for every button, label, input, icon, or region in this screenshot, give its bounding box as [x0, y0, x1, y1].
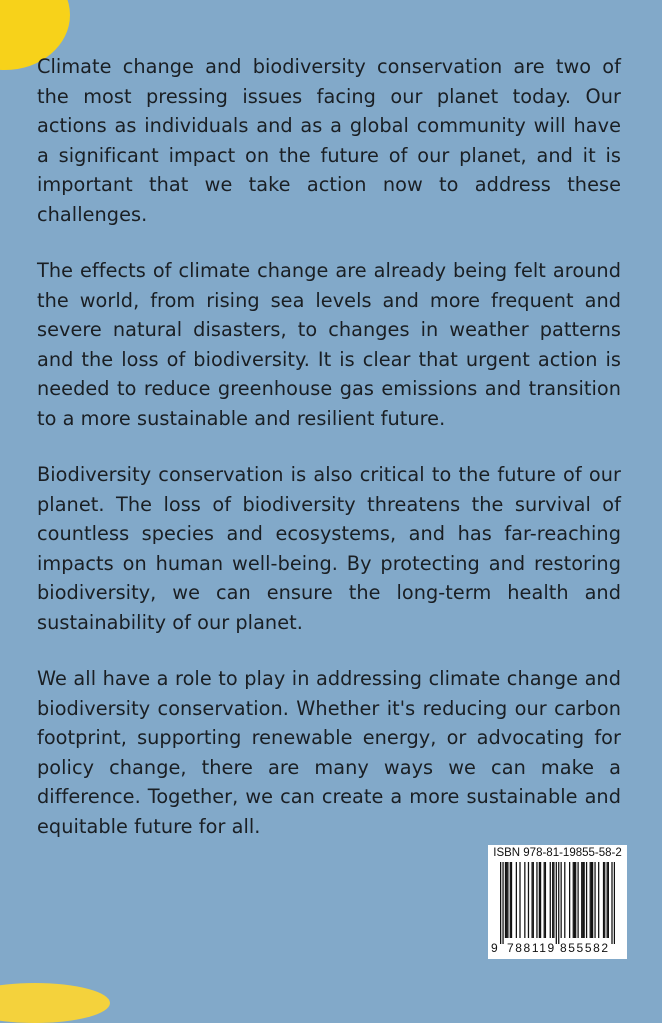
barcode-bar — [581, 862, 582, 938]
barcode-bar — [608, 862, 609, 938]
barcode-bar — [553, 862, 554, 938]
barcode-bar — [505, 862, 506, 938]
barcode-bar — [604, 862, 605, 938]
barcode-bar — [516, 862, 517, 938]
barcode-bar — [545, 862, 546, 938]
barcode-bar — [611, 862, 612, 944]
barcode-bar — [591, 862, 592, 938]
barcode-bar — [519, 862, 520, 938]
barcode-bar — [544, 862, 545, 938]
barcode-bar — [577, 862, 578, 938]
barcode-digit-first: 9 — [491, 941, 498, 955]
barcode-bar — [561, 862, 562, 938]
barcode-bar — [536, 862, 537, 938]
barcode-bar — [569, 862, 570, 938]
paragraph-1: Climate change and biodiversity conservation are two of the most pressing issues facing our planet today. Our actions as individuals and as a global community will have a significant impact on the future of our planet, and it is important that we take action now to address these challenges. — [37, 55, 621, 226]
barcode-bars — [500, 862, 615, 944]
barcode-bar — [552, 862, 553, 938]
barcode-bar — [564, 862, 565, 938]
barcode-digits-right: 855582 — [560, 941, 610, 955]
barcode-bar — [556, 862, 557, 944]
barcode-bar — [511, 862, 512, 938]
barcode-bar — [528, 862, 529, 938]
barcode-bar — [573, 862, 574, 938]
barcode-bar — [540, 862, 541, 938]
barcode-bar — [533, 862, 534, 938]
barcode-bar — [598, 862, 599, 938]
barcode-bar — [539, 862, 540, 938]
isbn-label: ISBN 978-81-19855-58-2 — [493, 847, 622, 859]
barcode-bar — [574, 862, 575, 938]
barcode-bar — [558, 862, 559, 944]
barcode-bar — [507, 862, 508, 938]
barcode-bar — [607, 862, 608, 938]
barcode-bar — [614, 862, 615, 944]
barcode-bar — [502, 862, 503, 944]
barcode-bar — [531, 862, 532, 938]
decorative-yellow-shape-bottom — [0, 983, 110, 1023]
barcode-bar — [586, 862, 587, 938]
isbn-barcode — [488, 845, 627, 959]
barcode-bar — [590, 862, 591, 938]
barcode-bar — [510, 862, 511, 938]
barcode-bar — [500, 862, 501, 944]
barcode-bar — [550, 862, 551, 938]
barcode-bar — [594, 862, 595, 938]
paragraph-3: Biodiversity conservation is also critical to the future of our planet. The loss of biodiversity threatens the survival of countless species and ecosystems, and has far-reaching impacts on human well-being. By protecting and restoring biodiversity, we can ensure the long-term health and sustainability of our planet. — [37, 463, 621, 634]
barcode-bar — [582, 862, 583, 938]
barcode-bar — [584, 862, 585, 938]
barcode-bar — [524, 862, 525, 938]
barcode-bar — [506, 862, 507, 938]
barcode-digits-left: 788119 — [507, 941, 556, 955]
barcode-bar — [575, 862, 576, 938]
paragraph-4: We all have a role to play in addressing climate change and biodiversity conservation. Whether it's reducing our carbon footprint, supporting renewable energy, or advocating for policy change, there are many ways we can make a difference. Together, we can create a more sustainable and equitable future for all. — [37, 667, 621, 838]
barcode-bar — [592, 862, 593, 938]
paragraph-2: The effects of climate change are already being felt around the world, from rising sea levels and more frequent and severe natural disasters, to changes in weather patterns and the loss of biodiversity. It is clear that urgent action is needed to reduce greenhouse gas emissions and transition to a more sustainable and resilient future. — [37, 259, 621, 430]
barcode-bar — [603, 862, 604, 938]
back-cover-text — [37, 52, 621, 868]
